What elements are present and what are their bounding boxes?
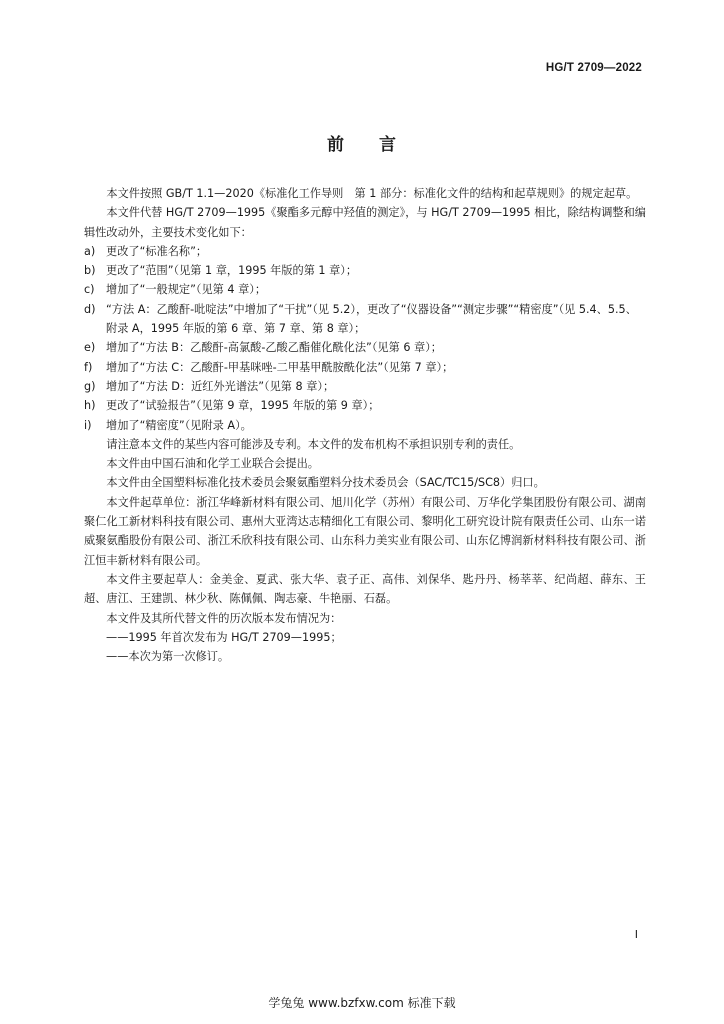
paragraph-patent-notice: 请注意本文件的某些内容可能涉及专利。本文件的发布机构不承担识别专利的责任。 <box>106 437 521 451</box>
paragraph-history-intro: 本文件及其所代替文件的历次版本发布情况为： <box>106 611 342 625</box>
list-item <box>84 358 646 377</box>
title-char-1: 前 <box>327 135 345 155</box>
list-text: 更改了“范围”（见第 1 章，1995 年版的第 1 章）； <box>106 264 358 278</box>
list-item <box>84 377 646 396</box>
history-item: ——1995 年首次发布为 HG/T 2709—1995； <box>106 630 342 644</box>
paragraph-replacement: 本文件代替 HG/T 2709—1995《聚酯多元醇中羟值的测定》，与 HG/T 2709—1995 相比，除结构调整和编辑性改动外，主要技术变化如下： <box>84 206 646 239</box>
paragraph-proposer: 本文件由中国石油和化学工业联合会提出。 <box>106 457 319 471</box>
standard-number: HG/T 2709—2022 <box>545 62 642 74</box>
list-marker: b) <box>84 264 96 278</box>
list-marker: d) <box>84 302 96 316</box>
changes-list <box>84 242 646 435</box>
paragraph-drafting-units: 本文件起草单位：浙江华峰新材料有限公司、旭川化学（苏州）有限公司、万华化学集团股份有限公司、湖南聚仁化工新材料科技有限公司、惠州大亚湾达志精细化工有限公司、黎明化工研究设计院有限责任公司、山东一诺威聚氨酯股份有限公司、浙江禾欣科技有限公司、山东科力美实业有限公司、山东亿博润新材料科技有限公司、浙江恒丰新材料有限公司。 <box>84 495 646 567</box>
page-number: I <box>634 928 638 941</box>
list-marker: c) <box>84 283 95 297</box>
list-marker: g) <box>84 379 96 393</box>
list-marker: h) <box>84 399 96 413</box>
list-text: 更改了“试验报告”（见第 9 章，1995 年版的第 9 章）； <box>106 399 380 413</box>
list-text: 增加了“一般规定”（见第 4 章）； <box>106 283 267 297</box>
list-marker: e) <box>84 341 96 355</box>
paragraph-drafting-rules: 本文件按照 GB/T 1.1—2020《标准化工作导则 第 1 部分：标准化文件的结构和起草规则》的规定起草。 <box>106 187 638 200</box>
list-item <box>84 280 646 299</box>
list-item <box>84 242 646 261</box>
history-item: ——本次为第一次修订。 <box>106 650 230 664</box>
list-text: 增加了“方法 C：乙酸酐-甲基咪唑-二甲基甲酰胺酰化法”（见第 7 章）； <box>106 360 454 374</box>
list-marker: i) <box>84 418 92 432</box>
list-text: 增加了“方法 D：近红外光谱法”（见第 8 章）； <box>106 379 335 393</box>
list-text: 更改了“标准名称”； <box>106 244 208 258</box>
list-text: 增加了“方法 B：乙酸酐-高氯酸-乙酸乙酯催化酰化法”（见第 6 章）； <box>106 341 442 355</box>
list-item <box>84 396 646 415</box>
list-item <box>84 261 646 280</box>
list-text: 增加了“精密度”（见附录 A）。 <box>106 418 252 432</box>
paragraph-committee: 本文件由全国塑料标准化技术委员会聚氨酯塑料分技术委员会（SAC/TC15/SC8）归口。 <box>106 476 545 490</box>
list-marker: f) <box>84 360 93 374</box>
list-item <box>84 416 646 435</box>
paragraph-drafters: 本文件主要起草人：金美金、夏武、张大华、袁子正、高伟、刘保华、匙丹丹、杨莘莘、纪尚超、薛东、王超、唐江、王建凯、林少秋、陈佩佩、陶志豪、牛艳丽、石磊。 <box>84 572 646 606</box>
list-text: “方法 A：乙酸酐-吡啶法”中增加了“干扰”（见 5.2），更改了“仪器设备”“测定步骤”“精密度”（见 5.4、5.5、附录 A，1995 年版的第 6 章、第 7 章、第 8 章）； <box>106 302 637 336</box>
title-char-2: 言 <box>379 135 397 155</box>
list-item <box>84 300 646 339</box>
foreword-body <box>84 184 646 666</box>
footer-watermark: 学兔兔 www.bzfxw.com 标准下载 <box>268 996 456 1010</box>
page-title <box>0 130 724 155</box>
list-item <box>84 338 646 357</box>
list-marker: a) <box>84 244 96 258</box>
